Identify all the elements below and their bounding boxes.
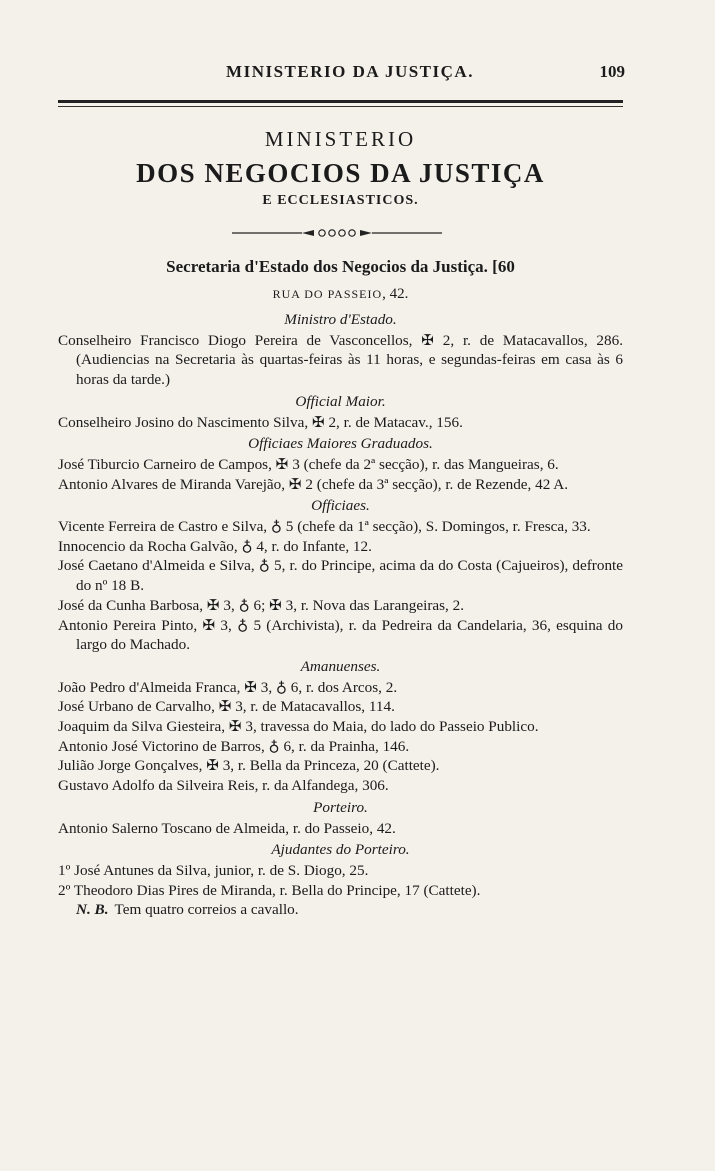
directory-entry: José da Cunha Barbosa, ✠ 3, ♁ 6; ✠ 3, r. Nova das Larangeiras, 2. — [58, 596, 465, 614]
header-rule-thick — [58, 100, 623, 103]
directory-entry: Antonio José Victorino de Barros, ♁ 6, r. da Prainha, 146. — [58, 737, 410, 755]
section-title: Secretaria d'Estado dos Negocios da Justiça. [60 — [166, 257, 515, 276]
directory-entry: Antonio Pereira Pinto, ✠ 3, ♁ 5 (Archivista), r. da Pedreira da Candelaria, 36, esquina do largo do Machado. — [58, 616, 623, 654]
heading-line-2: DOS NEGOCIOS DA JUSTIÇA — [136, 158, 545, 188]
ministry-heading — [58, 126, 623, 211]
directory-entry: José Urbano de Carvalho, ✠ 3, r. de Matacavallos, 114. — [58, 698, 395, 716]
running-title: MINISTERIO DA JUSTIÇA. — [226, 62, 474, 81]
directory-entry: Antonio Salerno Toscano de Almeida, r. do Passeio, 42. — [58, 819, 396, 837]
directory-entry: Conselheiro Francisco Diogo Pereira de Vasconcellos, ✠ 2, r. de Matacavallos, 286. (Audiencias na Secretaria às quartas-feiras às 11 horas, e segundas-feiras em casa às 6 horas da tarde.) — [58, 331, 623, 389]
heading-line-1: MINISTERIO — [264, 127, 417, 151]
staff-directory — [58, 308, 623, 920]
ornamental-divider-icon — [232, 226, 442, 240]
street-number: , 42. — [382, 286, 409, 302]
directory-entry: 1º José Antunes da Silva, junior, r. de S. Diogo, 25. — [58, 861, 369, 879]
heading-line-3: E ECCLESIASTICOS. — [262, 193, 419, 208]
group-title: Ministro d'Estado. — [284, 311, 397, 328]
directory-entry: 2º Theodoro Dias Pires de Miranda, r. Bella do Principe, 17 (Cattete). — [58, 881, 481, 899]
footnote-label: N. B. — [76, 901, 109, 919]
directory-entry: Gustavo Adolfo da Silveira Reis, r. da Alfandega, 306. — [58, 777, 389, 795]
group-title: Officiaes. — [311, 497, 370, 515]
directory-entry: Joaquim da Silva Giesteira, ✠ 3, travessa do Maia, do lado do Passeio Publico. — [58, 718, 539, 736]
group-title: Ajudantes do Porteiro. — [271, 841, 410, 859]
directory-entry: Innocencio da Rocha Galvão, ♁ 4, r. do Infante, 12. — [58, 537, 372, 555]
street-name: RUA DO PASSEIO — [272, 287, 383, 301]
section-address — [58, 284, 623, 304]
group-title: Official Maior. — [295, 392, 386, 410]
header-rule-thin — [58, 106, 623, 107]
directory-entry: Antonio Alvares de Miranda Varejão, ✠ 2 (chefe da 3ª secção), r. de Rezende, 42 A. — [58, 475, 569, 493]
directory-entry: Conselheiro Josino do Nascimento Silva, ✠ 2, r. de Matacav., 156. — [58, 413, 463, 431]
footnote-text: Tem quatro correios a cavallo. — [114, 901, 299, 919]
group-title: Porteiro. — [313, 798, 368, 816]
directory-entry: João Pedro d'Almeida Franca, ✠ 3, ♁ 6, r. dos Arcos, 2. — [58, 678, 398, 696]
directory-entry: José Tiburcio Carneiro de Campos, ✠ 3 (chefe da 2ª secção), r. das Mangueiras, 6. — [58, 455, 559, 473]
directory-entry: Vicente Ferreira de Castro e Silva, ♁ 5 (chefe da 1ª secção), S. Domingos, r. Fresca, 33. — [58, 518, 591, 536]
directory-entry: Julião Jorge Gonçalves, ✠ 3, r. Bella da Princeza, 20 (Cattete). — [58, 757, 440, 775]
directory-entry: José Caetano d'Almeida e Silva, ♁ 5, r. do Principe, acima da do Costa (Cajueiros), defronte do nº 18 B. — [58, 557, 623, 595]
running-head — [0, 60, 715, 90]
page-number: 109 — [599, 62, 625, 81]
group-title: Amanuenses. — [300, 657, 381, 675]
group-title: Officiaes Maiores Graduados. — [248, 435, 433, 453]
footnote — [58, 900, 623, 920]
